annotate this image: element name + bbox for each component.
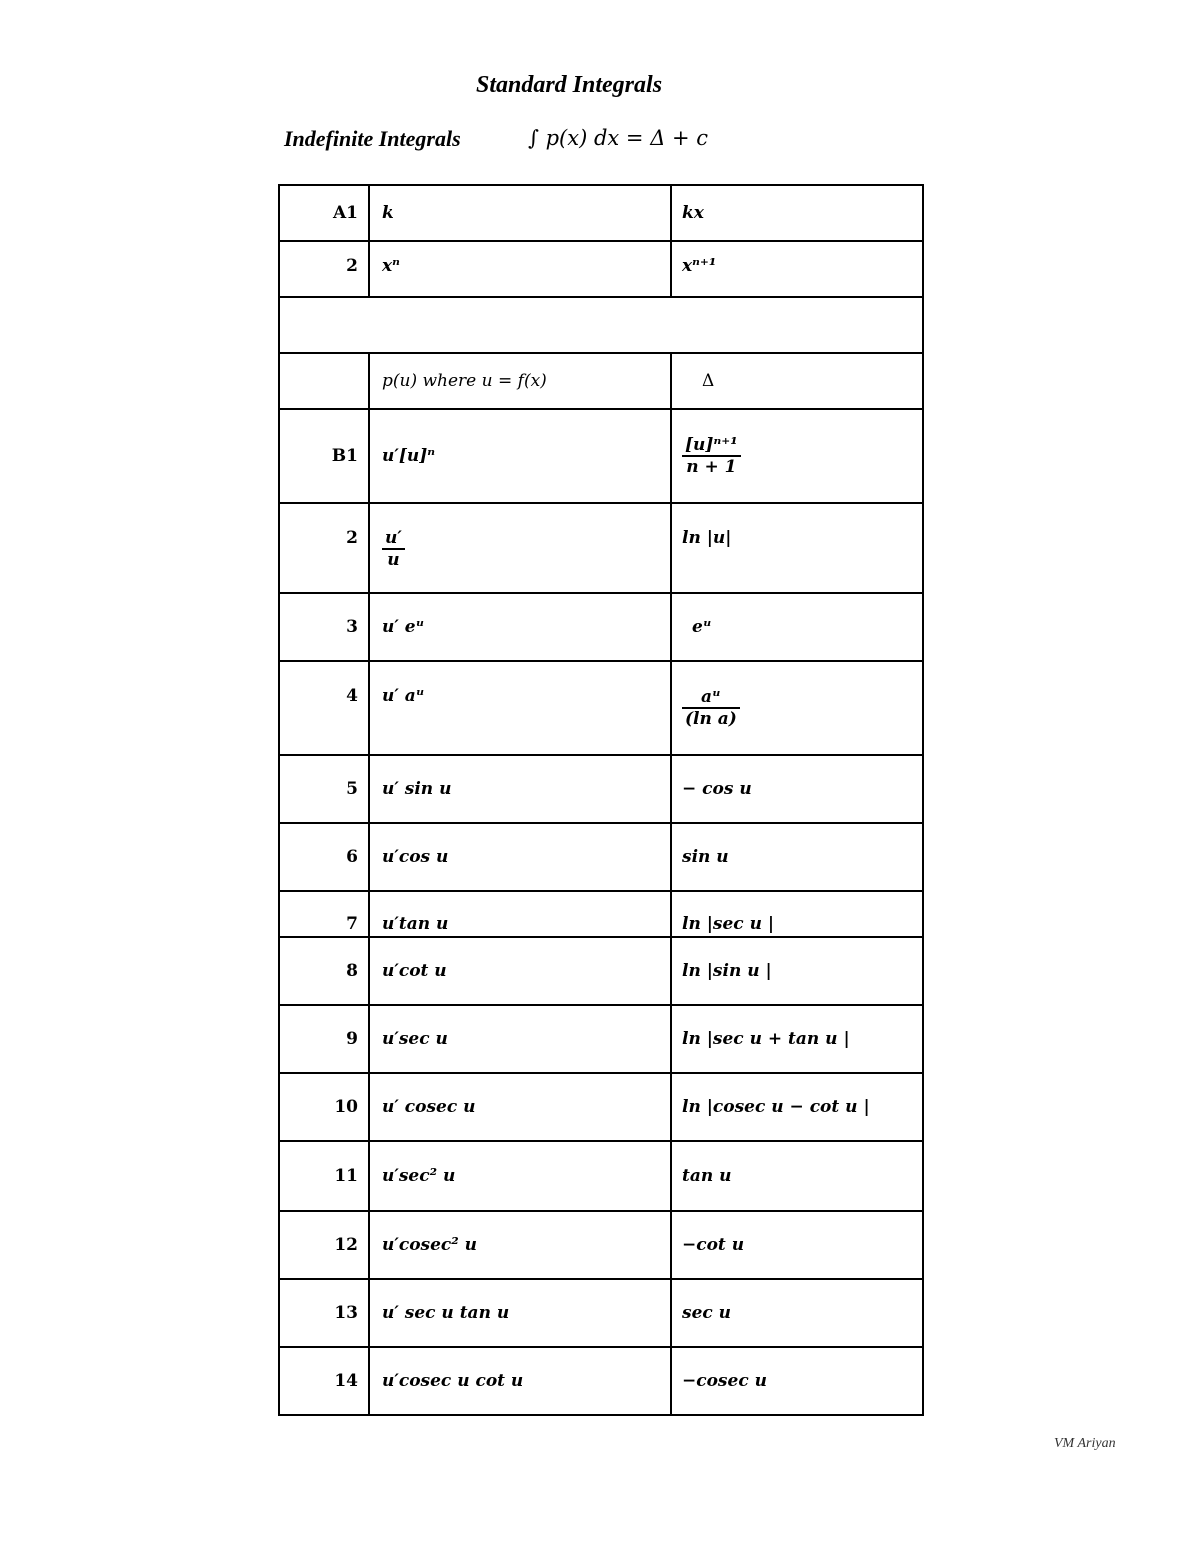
numerator: u′	[385, 528, 402, 548]
integrand-cell: u′cos u	[369, 823, 671, 891]
table-row	[279, 1347, 923, 1415]
row-number: A1	[279, 185, 369, 241]
result-cell: ln |sec u + tan u |	[671, 1005, 923, 1073]
result-cell: xⁿ⁺¹	[671, 241, 923, 297]
spacer-row	[279, 297, 923, 353]
table-row	[279, 661, 923, 755]
table-row	[279, 823, 923, 891]
integrand-cell: u′ cosec u	[369, 1073, 671, 1141]
table-row	[279, 241, 923, 297]
integrand-cell: u′tan u	[369, 891, 671, 937]
result-cell	[671, 661, 923, 755]
result-cell: ln |sin u |	[671, 937, 923, 1005]
integrand-cell: u′ eᵘ	[369, 593, 671, 661]
table-row	[279, 1005, 923, 1073]
table-row	[279, 409, 923, 503]
result-cell: eᵘ	[671, 593, 923, 661]
table-row	[279, 937, 923, 1005]
result-cell: ln |cosec u − cot u |	[671, 1073, 923, 1141]
section-heading: Indefinite Integrals	[284, 126, 461, 151]
row-number: B1	[279, 409, 369, 503]
row-number-blank	[279, 353, 369, 409]
result-cell: kx	[671, 185, 923, 241]
fraction	[682, 687, 740, 729]
row-number: 11	[279, 1141, 369, 1211]
general-formula: ∫ p(x) dx = Δ + c	[528, 126, 709, 150]
integrand-cell: u′ sin u	[369, 755, 671, 823]
result-cell: −cosec u	[671, 1347, 923, 1415]
integrand-cell: k	[369, 185, 671, 241]
row-number: 14	[279, 1347, 369, 1415]
table-row	[279, 1279, 923, 1347]
numerator: [u]ⁿ⁺¹	[685, 435, 738, 455]
row-number: 3	[279, 593, 369, 661]
row-number: 8	[279, 937, 369, 1005]
integrand-cell: xⁿ	[369, 241, 671, 297]
fraction	[382, 528, 405, 570]
integrand-cell: u′ aᵘ	[369, 661, 671, 755]
result-header: Δ	[671, 353, 923, 409]
table-row	[279, 1141, 923, 1211]
numerator: aᵘ	[700, 687, 721, 707]
table-row	[279, 1073, 923, 1141]
integrand-header: p(u) where u = f(x)	[369, 353, 671, 409]
row-number: 4	[279, 661, 369, 755]
integrals-table	[278, 184, 924, 1416]
integrand-cell: u′sec u	[369, 1005, 671, 1073]
row-number: 12	[279, 1211, 369, 1279]
table-body	[279, 755, 923, 1415]
row-number: 9	[279, 1005, 369, 1073]
table-row	[279, 891, 923, 937]
header-row	[279, 353, 923, 409]
result-cell: −cot u	[671, 1211, 923, 1279]
result-cell: sec u	[671, 1279, 923, 1347]
author-signature: VM Ariyan	[1054, 1436, 1116, 1451]
row-number: 2	[279, 503, 369, 593]
row-number: 5	[279, 755, 369, 823]
integrand-cell: u′ sec u tan u	[369, 1279, 671, 1347]
result-cell: ln |u|	[671, 503, 923, 593]
row-number: 13	[279, 1279, 369, 1347]
denominator: (ln a)	[682, 707, 740, 729]
result-cell: sin u	[671, 823, 923, 891]
table-row	[279, 1211, 923, 1279]
page-title: Standard Integrals	[475, 72, 663, 98]
row-number: 7	[279, 891, 369, 937]
result-cell: ln |sec u |	[671, 891, 923, 937]
integrand-cell: u′cot u	[369, 937, 671, 1005]
denominator: u	[382, 548, 405, 570]
result-cell: − cos u	[671, 755, 923, 823]
table-row	[279, 593, 923, 661]
table-row	[279, 503, 923, 593]
row-number: 10	[279, 1073, 369, 1141]
integrand-cell: u′cosec² u	[369, 1211, 671, 1279]
integrand-cell: u′cosec u cot u	[369, 1347, 671, 1415]
table-row	[279, 185, 923, 241]
result-cell	[671, 409, 923, 503]
fraction	[682, 435, 741, 477]
denominator: n + 1	[682, 455, 741, 477]
integrand-cell: u′sec² u	[369, 1141, 671, 1211]
integrand-cell: u′[u]ⁿ	[369, 409, 671, 503]
blank-cell	[279, 297, 923, 353]
table-row	[279, 755, 923, 823]
result-cell: tan u	[671, 1141, 923, 1211]
row-number: 6	[279, 823, 369, 891]
row-number: 2	[279, 241, 369, 297]
integrand-cell	[369, 503, 671, 593]
